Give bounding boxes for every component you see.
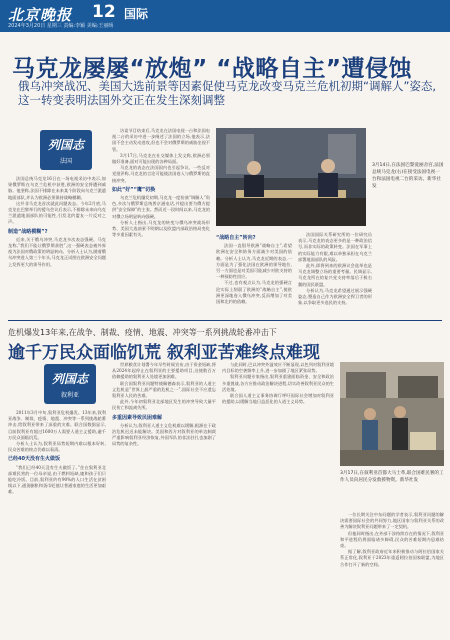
article1-col3-p2: 不过,也有观点认为,马克龙的强硬言论实际上削弱了欧洲的“战略自主”,使欧洲更深地卷入俄乌冲突,反而增加了对美国和北约的依赖。 <box>216 280 292 305</box>
article1-col2-subtitle: 如此“好”“鹰”切换 <box>112 186 156 193</box>
article2-column-4 <box>340 512 444 636</box>
article1-photo <box>216 128 366 226</box>
masthead <box>0 0 450 32</box>
article1-col3-subtitle: “战略自主”转向? <box>216 235 256 241</box>
article2-photo-caption: 3月17日,在叙利亚首都大马士革,联合国难民署的工作人员向居民分发救援物资。新华社发 <box>340 471 444 483</box>
article1-col4-p3: 分析认为,马克龙希望通过展示强硬姿态,塑造自己作为欧洲安全捍卫者的形象,以争取更多选民的支持。 <box>298 287 372 306</box>
article1-column-4 <box>298 232 372 316</box>
article2-col2-subtitle: 多重因素导致民困难解 <box>112 414 163 421</box>
article1-col2-p2: 3月17日,马克龙在社交媒体上发文称,欧洲必须做好准备,面对可能出现的各种局面。 <box>112 152 210 165</box>
page-number: 12 <box>92 2 116 22</box>
article2-col3-p3: 联合国人道主义事务协调厅呼吁国际社会增加对叙利亚的援助,以缓解当地日益恶化的人道主义局势。 <box>222 393 334 405</box>
article2-col3-p2: 叙利亚问题专家指出,叙利亚重建面临资金、安全和政治多重挑战,各方应推动政治解决进程,切实改善叙利亚民众的生活处境。 <box>222 374 334 392</box>
paper-name: 北京晚报 <box>8 6 73 24</box>
article2-col1-p1: 2011年3月中旬,叙利亚危机爆发。13年来,叙利亚战争、制裁、疫情、地震、冲突等一系列挑战轮番冲击,给叙利亚带来了深重的灾难。联合国数据显示,目前叙利亚有超过1600万人需要人道主义援助,逾千万民众面临饥荒。 <box>8 410 106 440</box>
article2-col1-p2: 分析人士认为,叙利亚局势短期内难以根本好转,民众苦难的终点仍难以看清。 <box>8 441 106 453</box>
article1-col1-p3: 近来,关于俄乌冲突,马克龙多次表态强硬。马克龙称,“我们不能让俄罗斯获胜”,这一强硬表态被外界视为法国对俄政策的明显转向。分析人士认为,随着俄乌冲突进入第三个年头,马克龙正试图在欧洲安全问题上发挥更大的领导作用。 <box>8 236 106 267</box>
article2-column-logo <box>44 364 96 404</box>
article2-col2-p3: 此外,今年初叙利亚北部地区发生的冲突导致大量平民伤亡和流离失所。 <box>112 399 216 411</box>
article1-headline: 马克龙屡屡“放炮” “战略自主”遭侵蚀 <box>12 56 412 82</box>
article1-col4-p2: 此外,即将到来的欧洲议会选举也是马克龙调整立场的重要考量。民调显示,马克龙所在的复兴党支持率落后于极右翼的国民联盟。 <box>298 263 372 287</box>
section-name: 国际 <box>124 7 149 21</box>
article2-col3-p1: 与此同时,巴以冲突外溢效应不断显现,以色列对叙利亚境内目标的空袭频率上升,进一步加剧了地区紧张局势。 <box>222 362 334 374</box>
article2-headline: 逾千万民众面临饥荒 叙利亚苦难终点难现 <box>8 343 320 363</box>
article1-col1-p1: 法国总统马克龙16日在一场电视采访中表示,如果俄罗斯在乌克兰危机中获胜,欧洲的安全将遭到威胁。他坚称,法国不排除在未来某个阶段向乌克兰派遣地面部队,并认为欧洲必须保持战略模糊。 <box>8 176 106 200</box>
article1-column-3 <box>216 232 292 316</box>
article2-col2-p4: 分析认为,叙利亚人道主义危机难以缓解,根源在于政治危机迟迟未能解决。美国和西方对叙利亚的单边制裁严重影响叙利亚经济恢复,外国军队的非法驻扎也加剧了局势的复杂性。 <box>112 422 216 447</box>
article1-col1-p2: 这并非马克龙首次就此问题表态。今年2月底,马克龙在巴黎举行的援乌会议后表示,不排除未来向乌克兰派遣地面部队的可能性,引发北约盟友一片反对之声。 <box>8 200 106 225</box>
article1-col1-subtitle: 制造“战略模糊”? <box>8 228 48 235</box>
article1-col4-p1: 法国国际关系研究所的一位研究员表示,马克龙的表态更多的是一种政治信号,而非实际的政策转变。法国在军事上的实际能力有限,难以单独承担在乌克兰部署地面部队的风险。 <box>298 232 372 262</box>
article1-col2-p1: 访谈节目结束后,马克龙在法国电视一台和法国电视二台的采访中进一步阐述了法国的立场,他表示,法国不会主动发动进攻,但也不会对俄罗斯的威胁坐视不管。 <box>112 128 210 152</box>
macron-interview-photo <box>216 128 366 226</box>
article2-col1-p3: “我们已经40天没有生火做饭了。”住在叙利亚北部难民营的一位母亲说,由于燃料短缺,她和孩子们只能吃冷饭。目前,叙利亚约有90%的人口生活在贫困线以下,通货膨胀和货币贬值让普通家庭的生活更加艰难。 <box>8 464 106 495</box>
article2-col4-p3: 据了解,叙利亚政府近年来积极推动与阿拉伯国家关系正常化,叙利亚于2023年重返阿拉伯国家联盟,为地区合作打开了新的空间。 <box>340 549 444 567</box>
article1-subhead: 俄乌冲突战况、美国大选前景等因素促使马克龙改变马克兰危机初期“调解人”姿态,这一转变表明法国外交正在发生深刻调整 <box>18 79 437 107</box>
column-logo-country: 叙利亚 <box>60 392 79 399</box>
article2-photo <box>340 362 444 466</box>
column-logo-country: 法国 <box>59 158 72 165</box>
aid-distribution-photo <box>340 362 444 466</box>
issue-meta: 2024年3月20日 星期三 责编:李颖 美编:王丽旸 <box>8 23 114 29</box>
article1-col2-p5: 分析人士指出,马克龙的转变与俄乌冲突战场形势、美国大选前景不明朗以及欧盟内部政治格局变化等多重因素有关。 <box>112 219 210 238</box>
column-logo-title: 列国志 <box>51 372 88 386</box>
article2-col4-p1: 一位长期关注中东问题的学者表示,叙利亚问题的解决需要国际社会的共同努力,地区国家与叙利亚关系的改善为解决叙利亚问题带来了一定契机。 <box>340 512 444 530</box>
article2-column-1 <box>8 410 106 636</box>
article2-column-3 <box>222 362 334 636</box>
article1-col2-p4: 乌克兰危机爆发初期,马克龙一度扮演“调解人”角色,多次与俄罗斯总统普京通电话,并提出要为俄方提供“安全保障”的主张。然而近一段时间以来,马克龙的对俄立场明显转向强硬。 <box>112 195 210 219</box>
article1-column-2 <box>112 128 210 316</box>
article2-column-2 <box>112 362 216 636</box>
article2-col2-p1: 世界粮食计划署今年早些时候宣布,由于资金短缺,将从2024年起停止在叙利亚的主要援助项目,这使数百万依赖援助的叙利亚人处境更加困难。 <box>112 362 216 380</box>
article2-col1-subtitle: 已经40天没有生火做饭 <box>8 456 60 463</box>
article1-photo-caption: 3月14日,在法国巴黎爱丽舍宫,法国总统马克龙(右)在接受法国电视一台和法国电视二台的采访。新华社发 <box>372 163 444 189</box>
column-logo-title: 列国志 <box>47 138 84 152</box>
article1-column-logo <box>40 130 92 170</box>
article2-kicker: 危机爆发13年来,在战争、制裁、疫情、地震、冲突等一系列挑战轮番冲击下 <box>8 328 277 337</box>
article1-column-1 <box>8 176 106 316</box>
article-divider <box>8 320 442 321</box>
article2-col2-p2: 联合国叙利亚问题特使佩德森表示,叙利亚的人道主义危机是“世界上最严重的危机之一”,国际社会不应遗忘叙利亚人民的苦难。 <box>112 380 216 399</box>
article1-col2-p3: 马克龙的表态在法国国内也引起争议。一些反对党批评称,马克龙的言论可能使法国卷入与俄罗斯的直接冲突。 <box>112 165 210 183</box>
article1-col3-p1: 法国一直倡导欧洲“战略自主”,希望欧洲在安全和防务方面减少对美国的依赖。分析人士认为,马克龙近期的表态,一方面是为了强化法国在欧洲的领导地位,另一方面也是对美国可能减少对欧支持的一种预防性回应。 <box>216 243 292 280</box>
article2-col4-p2: 但他同时指出,在外部干涉持续存在的情况下,叙利亚和平进程仍将面临诸多障碍,民众的苦难短期内恐难结束。 <box>340 530 444 549</box>
